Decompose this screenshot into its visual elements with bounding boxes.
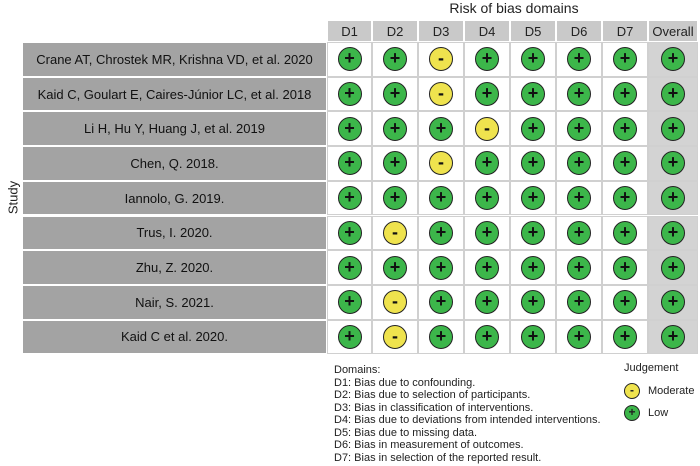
low-risk-icon: + [661,186,685,210]
judgement-cell [464,250,510,285]
study-label: Chen, Q. 2018. [22,146,327,181]
low-risk-icon: + [567,47,591,71]
low-risk-icon: + [661,47,685,71]
low-risk-icon: + [338,256,362,280]
judgement-cell [556,77,602,112]
low-risk-icon: + [567,186,591,210]
low-risk-icon: + [338,47,362,71]
low-risk-icon: + [661,256,685,280]
judgement-cell [648,216,698,251]
study-label: Kaid C et al. 2020. [22,320,327,355]
moderate-risk-icon: - [383,290,407,314]
low-risk-icon: + [567,325,591,349]
low-risk-icon: + [475,256,499,280]
judgement-legend-item-moderate [616,380,700,402]
judgement-cell [464,111,510,146]
low-risk-icon: + [383,82,407,106]
study-label: Trus, I. 2020. [22,216,327,251]
low-risk-icon: + [567,221,591,245]
judgement-cell [648,250,698,285]
judgement-cell [602,77,648,112]
judgement-cell [372,285,418,320]
judgement-cell [510,42,556,77]
moderate-risk-icon: - [475,117,499,141]
judgement-cell [648,77,698,112]
low-risk-icon: + [338,117,362,141]
domain-header-d2: D2 [372,20,418,42]
judgement-cell [602,285,648,320]
judgement-cell [648,42,698,77]
judgement-cell [556,111,602,146]
moderate-risk-icon: - [383,221,407,245]
judgement-cell [372,181,418,216]
domain-header-d6: D6 [556,20,602,42]
judgement-cell [372,77,418,112]
domain-legend-item: D4: Bias due to deviations from intended interventions. [334,414,601,426]
judgement-cell [602,216,648,251]
judgement-cell [556,285,602,320]
judgement-cell [648,285,698,320]
judgement-cell [510,111,556,146]
low-risk-icon: + [475,325,499,349]
judgement-cell [602,42,648,77]
judgement-cell [418,111,464,146]
judgement-cell [327,250,372,285]
low-risk-icon: + [567,117,591,141]
low-risk-icon: + [383,117,407,141]
domain-legend-item: D2: Bias due to selection of participants. [334,389,531,401]
domain-header-d3: D3 [418,20,464,42]
low-risk-icon: + [613,290,637,314]
low-risk-icon: + [475,82,499,106]
low-risk-icon: + [429,186,453,210]
low-risk-icon: + [613,47,637,71]
low-risk-icon: + [338,82,362,106]
study-label: Nair, S. 2021. [22,285,327,320]
judgement-cell [464,181,510,216]
judgement-cell [602,250,648,285]
judgement-cell [464,285,510,320]
low-risk-icon: + [661,117,685,141]
low-risk-icon: + [567,256,591,280]
judgement-cell [602,181,648,216]
judgement-cell [418,250,464,285]
study-label: Li H, Hu Y, Huang J, et al. 2019 [22,111,327,146]
low-risk-icon: + [383,47,407,71]
judgement-cell [418,285,464,320]
judgement-cell [464,320,510,355]
low-risk-icon: + [521,290,545,314]
domain-header-d1: D1 [327,20,372,42]
low-legend-icon: + [624,405,640,421]
judgement-cell [556,250,602,285]
domain-legend-item: D5: Bias due to missing data. [334,426,478,439]
judgement-legend-item-low [616,402,700,424]
judgement-cell [327,285,372,320]
judgement-cell [556,320,602,355]
judgement-cell [418,42,464,77]
domain-header-row [327,20,698,42]
low-risk-icon: + [661,290,685,314]
judgement-cell [556,42,602,77]
low-risk-icon: + [521,186,545,210]
judgement-cell [418,320,464,355]
domain-header-d7: D7 [602,20,648,42]
judgement-cell [372,146,418,181]
low-risk-icon: + [429,117,453,141]
low-risk-icon: + [613,256,637,280]
domain-legend-item: D1: Bias due to confounding. [334,376,476,389]
domains-legend [334,364,634,464]
low-risk-icon: + [521,221,545,245]
domains-title: Risk of bias domains [449,0,579,16]
judgement-legend-label: Low [648,407,669,419]
judgement-cell [464,77,510,112]
study-axis-label: Study [5,180,21,215]
judgement-cell [510,146,556,181]
judgement-cell [464,216,510,251]
study-label: Kaid C, Goulart E, Caires-Júnior LC, et al. 2018 [22,77,327,112]
judgement-cell [418,181,464,216]
low-risk-icon: + [613,82,637,106]
low-risk-icon: + [521,117,545,141]
low-risk-icon: + [338,186,362,210]
moderate-risk-icon: - [429,47,453,71]
judgement-cell [510,77,556,112]
low-risk-icon: + [661,82,685,106]
low-risk-icon: + [383,186,407,210]
judgement-cell [372,42,418,77]
low-risk-icon: + [383,151,407,175]
low-risk-icon: + [521,256,545,280]
domain-header-overall: Overall [648,20,698,42]
domain-legend-item: D7: Bias in selection of the reported result. [334,451,542,464]
low-risk-icon: + [613,325,637,349]
judgement-cell [327,320,372,355]
low-risk-icon: + [338,325,362,349]
judgement-cell [464,42,510,77]
judgement-cell [602,320,648,355]
study-label: Zhu, Z. 2020. [22,250,327,285]
judgement-cell [648,146,698,181]
judgement-cell [556,216,602,251]
low-risk-icon: + [429,325,453,349]
domain-legend-item: D6: Bias in measurement of outcomes. [334,439,524,451]
low-risk-icon: + [475,47,499,71]
low-risk-icon: + [521,151,545,175]
low-risk-icon: + [661,151,685,175]
judgement-cell [418,77,464,112]
judgement-cell [510,320,556,355]
low-risk-icon: + [661,325,685,349]
low-risk-icon: + [383,256,407,280]
judgement-cell [327,181,372,216]
judgement-legend-label: Moderate [648,385,695,397]
low-risk-icon: + [613,221,637,245]
study-label: Crane AT, Chrostek MR, Krishna VD, et al. 2020 [22,42,327,77]
low-risk-icon: + [475,221,499,245]
low-risk-icon: + [567,82,591,106]
domain-header-d5: D5 [510,20,556,42]
low-risk-icon: + [338,221,362,245]
judgement-cell [648,320,698,355]
low-risk-icon: + [338,151,362,175]
low-risk-icon: + [567,151,591,175]
moderate-risk-icon: - [429,82,453,106]
judgement-cell [648,181,698,216]
judgement-cell [327,77,372,112]
judgement-cell [372,216,418,251]
domain-legend-item: D3: Bias in classification of interventions. [334,401,534,414]
judgement-cell [556,146,602,181]
moderate-legend-icon: - [624,383,640,399]
moderate-risk-icon: - [383,325,407,349]
judgement-cell [510,216,556,251]
low-risk-icon: + [475,186,499,210]
judgement-cell [464,146,510,181]
low-risk-icon: + [521,82,545,106]
low-risk-icon: + [613,151,637,175]
domains-legend-title: Domains: [334,364,381,376]
judgement-cell [418,146,464,181]
judgement-cell [372,320,418,355]
low-risk-icon: + [429,290,453,314]
low-risk-icon: + [429,221,453,245]
judgement-cell [510,181,556,216]
judgement-cell [648,111,698,146]
domain-header-d4: D4 [464,20,510,42]
judgement-cell [418,216,464,251]
low-risk-icon: + [661,221,685,245]
judgement-cell [327,111,372,146]
low-risk-icon: + [613,117,637,141]
low-risk-icon: + [521,47,545,71]
judgement-cell [510,285,556,320]
low-risk-icon: + [613,186,637,210]
low-risk-icon: + [475,151,499,175]
judgement-legend-list [616,380,700,424]
judgement-cell [602,146,648,181]
study-label: Iannolo, G. 2019. [22,181,327,216]
domains-legend-list [334,377,634,465]
judgement-cell [602,111,648,146]
moderate-risk-icon: - [429,151,453,175]
low-risk-icon: + [521,325,545,349]
judgement-cell [327,146,372,181]
low-risk-icon: + [475,290,499,314]
low-risk-icon: + [338,290,362,314]
low-risk-icon: + [567,290,591,314]
judgement-cell [510,250,556,285]
judgement-cell [372,111,418,146]
judgement-legend-title: Judgement [624,362,679,374]
judgement-cell [372,250,418,285]
judgement-cell [327,216,372,251]
judgement-legend [616,362,700,424]
judgement-cell [556,181,602,216]
judgement-cell [327,42,372,77]
low-risk-icon: + [429,256,453,280]
